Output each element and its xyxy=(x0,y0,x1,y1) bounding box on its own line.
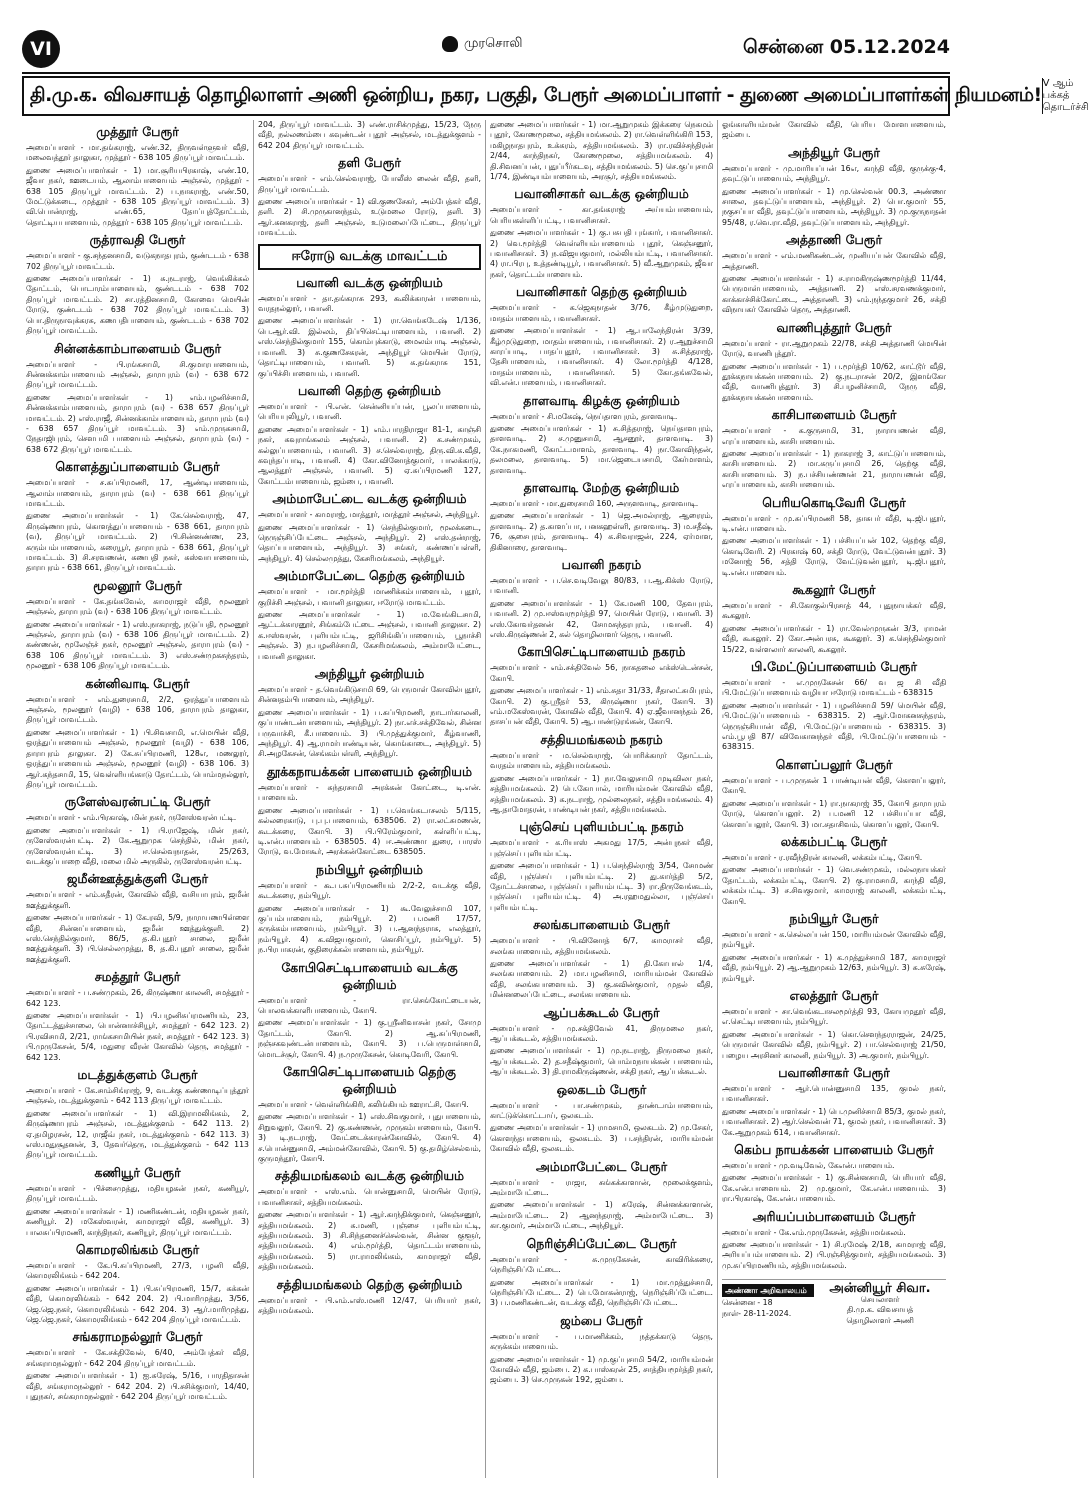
appointment-text: துணை அமைப்பாளர்கள் - 1) கு.பசுபதி புங்கார், பவானிசாகர். 2) வெ.மூர்த்தி வெள்ளியம்பாளையம் புதூர், கெஞ்சனூர், பவானிசாகர். 3) ந.விஜயகுமார், மல்லியம்பட்டி, பவானிசாகர். 4) ரா.பிரபு, உத்தண்டியூர், பவானிசாகர். 5) வீ.ஆறுமுகம், ஜீவா நகர், தொட்டம்பாளையம். xyxy=(490,228,713,279)
appointment-text: துணை அமைப்பாளர்கள் - 1) எஸ்.சிவகுமார், புதுபாளையம், சிறுவலூர், கோபி. 2) கு.கண்ணன், முருகம்பாளையம், கோபி. 3) டி.நடராஜ், வேட்டைக்காரன்கோவில், கோபி. 4) ச.பொன்னுசாமி, அம்மன்கோவில், கோபி. 5) கு.தமிழ்செல்வம், குருமந்தூர், கோபி. xyxy=(258,1112,481,1164)
appointment-text: துணை அமைப்பாளர்கள் - 1) மா.முத்துச்சாமி, நெரிஞ்சிப்பேட்டை. 2) பெ.மோகன்ராஜ், நெரிஞ்சிப்பேட்டை. 3) ப.மணிகண்டன், வடக்கு வீதி, நெரிஞ்சிப்பேட்டை. xyxy=(490,1277,713,1308)
section-heading: சமத்தூர் பேரூர் xyxy=(94,969,181,985)
appointment-text: துணை அமைப்பாளர்கள் - 1) தி.கோபால் 1/4, சலங்கபாளையம். 2) மா.பழனிசாமி, மாரியம்மன் கோவில் வீதி, சலங்கபாளையம். 3) கு.கவின்குமார், முதல் வீதி, மின்னலைப்பேட்டை, சலங்கபாளையம். xyxy=(490,958,713,1000)
appointment-text: துணை அமைப்பாளர்கள் - 1) ப.வெங்கடாசலம் 5/115, கல்லரைகாடு, பு.பு.பாளையம், 638506. 2) ரா.லட்சுமணன், கூடக்கரை, கோபி. 3) பி.பிரேம்குமார், கள்ளிப்பட்டி, டி.என்.பாளையம் - 638505. 4) ஈ.அண்ணா துரை, பாரஸ் ரோடு, வ.மோகூர், அரக்கன்கோட்டை 638505. xyxy=(258,805,481,857)
appointment-section xyxy=(26,1329,249,1402)
section-heading: கொமரலிங்கம் பேரூர் xyxy=(75,1241,200,1257)
appointment-text: துணை அமைப்பாளர்கள் - 1) சு.நடராஜ், வெங்கிக்கல் தோட்டம், பொடாரம்பாளையம், குண்டடம் - 638 702 திருப்பூர் மாவட்டம். 2) சா.ரத்தினசாமி, கோவை மெயின் ரோடு, குண்டடம் - 638 702 திருப்பூர் மாவட்டம். 3) பொ.திருநாவுக்கரசு, கணபதிபாளையம், குண்டடம் - 638 702 திருப்பூர் மாவட்டம். xyxy=(26,274,249,336)
appointment-text: அமைப்பாளர் - மா.மூர்த்தி மாணிக்கம்பாளையம், புதூர், குறிச்சி அஞ்சல், பவானி தாலுகா, ஈரோடு மாவட்டம். xyxy=(258,587,481,607)
appointment-section xyxy=(490,1082,713,1155)
appointment-section xyxy=(258,1064,481,1164)
section-heading: தாளவாடி கிழக்கு ஒன்றியம் xyxy=(523,392,680,408)
section-heading: பவானிசாகர் வடக்கு ஒன்றியம் xyxy=(514,186,689,202)
appointment-section xyxy=(722,659,946,753)
section-heading: பெரியகொடிவேரி பேரூர் xyxy=(762,494,906,510)
section-heading: மடத்துக்குளம் பேரூர் xyxy=(77,1067,198,1083)
appointment-text: அமைப்பாளர் - ப.மாணிக்கம், நத்தக்காடு தெரு, கருக்கம்பாளையம். xyxy=(490,1331,713,1352)
appointment-text: துணை அமைப்பாளர்கள் - 1) பெ.முனிச்சாமி 85/3, குமல் நகர், பவானிசாகர். 2) ஆர்.செல்வன் 71, குமல் நகர், பவானிசாகர். 3) கே.ஆறுமுகம் 614, பவானிசாகர். xyxy=(722,1106,946,1137)
appointment-text: துணை அமைப்பாளர்கள் - 1) மு.குப்புசாமி 54/2, மாரியம்மன் கோவில் வீதி, ஜம்பை. 2) க.பாஸ்கரன் 25, சாத்தியமூர்த்தி நகர், ஜம்பை. 3) செ.முருகன் 192, ஜம்பை. xyxy=(490,1354,713,1385)
appointment-text: அமைப்பாளர் - பி.என். சென்னியப்பன், பூலப்பாளையம், பெரியபுலியூர், பவானி. xyxy=(258,401,481,422)
section-heading: ஆப்பக்கூடல் பேரூர் xyxy=(543,1004,660,1020)
appointment-text: துணை அமைப்பாளர்கள் - 1) நா.வேலுசாமி முடிவிலா நகர், சத்தியமங்கலம். 2) பெ.கோபால், மாரியம்மன் கோவில் வீதி, சத்தியமங்கலம். 3) க.நடராஜ், முல்லைநகர், சத்தியமங்கலம். 4) ஆ.தாமோதரன், பாண்டியன் நகர், சத்தியமங்கலம். xyxy=(490,773,713,814)
section-heading: பவானி நகரம் xyxy=(561,557,642,572)
appointment-section xyxy=(258,568,481,662)
appointment-text: ஓங்காளியம்மன் கோவில் வீதி, பெரிய மோளபாளையம், ஜம்பை. xyxy=(722,120,946,140)
appointment-section xyxy=(490,480,713,553)
appointment-text: அமைப்பாளர் - கே.பி.சுப்பிரமணி, 27/3, பழனி வீதி, கொமரலிங்கம் - 642 204. xyxy=(26,1260,249,1281)
appointment-text: அமைப்பாளர் - மு.மாரியப்பன் 16எ, காந்தி வீதி, குருக்கு-4, தவுட்டுப்பாளையம், அந்தியூர். xyxy=(722,163,946,184)
appointment-text: துணை அமைப்பாளர்கள் - 1) எம்.சுதா 31/33, சீதாலட்சுமிபுரம், கோபி. 2) கு.ஸ்ரீதர் 53, கிருஷ்ணா நகர், கோபி. 3) எம்.மகேஸ்வரன், கோவில் வீதி, கோபி. 4) ஏ.ஜீவானந்தம் 26, தாசப்பன் வீதி, கோபி. 5) ஆ.பாண்டுரங்கன், கோபி. xyxy=(490,686,713,727)
section-heading: கோபிசெட்டிபாளையம் தெற்கு ஒன்றியம் xyxy=(283,1064,456,1096)
continued-text xyxy=(490,120,713,182)
appointment-text: அமைப்பாளர் - ராஜா, சுங்கக்காளான், மூலைக்குளம், அம்மாபேட்டை. xyxy=(490,1177,713,1198)
appointment-text: அமைப்பாளர் - பி.எம்.எஸ்.மணி 12/47, பெரியார் நகர், சத்தியமங்கலம். xyxy=(258,1295,481,1316)
appointment-text: அமைப்பாளர் - மு.வடிவேல், கேஎன்.பாளையம். xyxy=(722,1161,895,1171)
appointment-section xyxy=(722,1209,946,1272)
appointment-section xyxy=(26,676,249,791)
appointment-text: துணை அமைப்பாளர்கள் - 1) வி.குணசேகர், அம்பேத்கர் வீதி, தளி. 2) சி.முருகானந்தம், உடுமலை ரோடு, தளி. 3) ஆர்.கனகராஜ், தளி அஞ்சல், உடுமலைப்பேட்டை, திருப்பூர் மாவட்டம். xyxy=(258,197,481,238)
appointment-text: அமைப்பாளர் - க.ஜெகநாதன் 3/76, கீழ்முடுதுறை, மாதம்பாளையம், பவானிசாகர். xyxy=(490,303,713,323)
appointment-section xyxy=(490,644,713,727)
section-heading: எலத்தூர் பேரூர் xyxy=(789,987,879,1003)
appointment-text: துணை அமைப்பாளர்கள் - 1) எம்.பாரதிராஜா 81-1, காஞ்சி நகர், கவுராங்கலம் அஞ்சல், பவானி. 2) க.சண்முகம், கல்லுப்பாளையம், பவானி. 3) ச.செல்வராஜ், திரு.வி.க.வீதி, கவுந்தப்பாடி, பவானி. 4) கோ.வினோத்குமார், பாலக்காடு, ஆலத்தூர் அஞ்சல், பவானி. 5) ஏ.சுப்பிரமணி 127, கோட்டம்பாளையம், ஜம்பை, பவானி. xyxy=(258,424,481,486)
appointment-text: அமைப்பாளர் - ப.செ.வடிவேலு 80/83, ப.ஆ.கிக்ஸ் ரோடு, பவானி. xyxy=(490,576,713,596)
appointment-section xyxy=(26,794,249,867)
appointment-section xyxy=(722,320,946,403)
section-heading: கொளத்துப்பாளையம் பேரூர் xyxy=(55,459,220,475)
appointment-section xyxy=(490,1236,713,1309)
appointment-text: 204, திருப்பூர் மாவட்டம். 3) எண்.ராசிக்முத்து, 15/23, நேரு வீதி, நல்லணம்பை கவுண்டன் புதூர் அஞ்சல், மடத்துக்குளம் - 642 204 திருப்பூர் மாவட்டம். xyxy=(258,120,481,150)
appointment-section xyxy=(26,1067,249,1161)
section-heading: புஞ்செய் புளியம்பட்டி நகரம் xyxy=(519,819,684,835)
appointment-text: அமைப்பாளர் - மு.சக்திவேல் 41, திருமலை நகர், ஆப்பக்கூடல், சத்தியமங்கலம். xyxy=(490,1023,713,1043)
column-4 xyxy=(718,120,950,1478)
appointment-text: அமைப்பாளர் - ர.ரவீந்திரன் காலனி, லக்கம்பட்டி, கோபி. xyxy=(722,852,923,862)
appointment-text: அமைப்பாளர் - கா.தங்கராஜ் அய்யம்பாளையம், பெரியகள்ளிப்பட்டி, பவானிசாகர். xyxy=(490,205,713,225)
appointment-text: அமைப்பாளர் - ரா.செங்கோட்டையன், பொலவக்காளிபாளையம், கோபி. xyxy=(258,995,481,1015)
appointment-text: அமைப்பாளர் - பி.வினோத் 6/7, காமராசர் வீதி, சலங்கபாளையம், சத்தியமங்கலம். xyxy=(490,936,713,956)
signature-block xyxy=(722,1279,946,1326)
appointment-text: அமைப்பாளர் - வெள்ளிங்கிரி, கலிங்கியம் ஊராட்சி, கோபி. xyxy=(258,1100,469,1109)
section-heading: நம்பியூர் ஒன்றியம் xyxy=(316,861,423,877)
appointment-text: அமைப்பாளர் - த.வெங்கிடுசாமி 69, பெருமாள் கோவில்புதூர், சின்னதம்பிபாளையம், அந்தியூர். xyxy=(258,685,481,705)
appointment-text: துணை அமைப்பாளர்கள் - 1) ச.ராமகிருஷ்ணமூர்த்தி 11/44, பெருமாள்பாளையம், அத்தாணி. 2) எஸ்.சரவணக்குமார், காக்காச்சிக்கோட்டை, அத்தாணி. 3) எம்.நந்தகுமார் 26, சக்தி விநாயகர் கோவில் தெரு, அத்தாணி. xyxy=(722,274,946,315)
appointment-section xyxy=(722,407,946,490)
section-heading: பவானி தெற்கு ஒன்றியம் xyxy=(298,382,441,398)
appointment-text: துணை அமைப்பாளர்கள் - 1) ரா.வேல்முருகன் 3/3, ராமன் வீதி, கூகலூர். 2) கோ.அன்பரசு, கூகலூர். 3) க.செந்தில்குமார் 15/22, வள்ளலார் காலனி, கூகலூர். xyxy=(722,623,946,654)
section-heading: கொளப்பலூர் பேரூர் xyxy=(775,756,893,772)
appointment-text: துணை அமைப்பாளர்கள் - 1) க.முத்துச்சாமி 187, காமராஜர் வீதி, நம்பியூர். 2) ஆ.ஆறுமுகம் 12/63, நம்பியூர். 3) சு.சுரேஷ், நம்பியூர். xyxy=(722,952,946,983)
masthead-logo-icon xyxy=(442,36,458,52)
section-heading: வாணிபுத்தூர் பேரூர் xyxy=(776,319,892,335)
appointment-text: அமைப்பாளர் - சி.கோகுல்பிரசாத் 44, புதுநாயக்கர் வீதி, கூகலூர். xyxy=(722,601,946,621)
section-heading: சலங்கபாளையம் பேரூர் xyxy=(533,917,670,933)
appointment-section xyxy=(722,757,946,830)
section-heading: சத்தியமங்கலம் வடக்கு ஒன்றியம் xyxy=(274,1168,465,1184)
section-heading: கன்னிவாடி பேரூர் xyxy=(85,675,190,691)
appointment-text: துணை அமைப்பாளர்கள் - 1) கொ.சௌந்தரராஜன், 24/25, பெருமாள் கோவில் வீதி, நம்பியூர். 2) பா.செல்வராஜ் 21/50, பழைய அரசினர் காலனி, நம்பியூர். 3) அ.குமார், நம்பியூர். xyxy=(722,1029,946,1060)
appointment-text: அமைப்பாளர் - எம்.செல்வராஜ், போலீஸ் லைன் வீதி, தளி, திருப்பூர் மாவட்டம். xyxy=(258,174,481,194)
signatory-name: அன்னியூர் சிவா. xyxy=(829,1281,931,1297)
signature-date: நாள்- 28-11-2024. xyxy=(722,1309,792,1319)
section-heading: அம்மாபேட்டை தெற்கு ஒன்றியம் xyxy=(274,568,465,584)
appointment-section xyxy=(258,491,481,564)
appointment-text: அமைப்பாளர் - சுந்தரசாமி அரக்கன் கோட்டை, டி.என். பாளையம். xyxy=(258,782,481,803)
appointment-section xyxy=(258,275,481,379)
appointment-section xyxy=(258,155,481,238)
section-heading: நம்பியூர் பேரூர் xyxy=(789,910,879,926)
appointment-text: துணை அமைப்பாளர்கள் - 1) கே.செல்வராஜ், 47, கிருஷ்ணாபுரம், கொளத்துப்பாளையம் - 638 661, தாராபுரம் (வ), திருப்பூர் மாவட்டம். 2) பி.சின்னண்ண, 23, கரும்பம்பாளையம், கரையூர், தாராபுரம் - 638 661, திருப்பூர் மாவட்டம். 3) சி.சரவணன், கணபதி நகர், கஸ்வாபாளையம், தாராபுரம் - 638 661, திருப்பூர் மாவட்டம். xyxy=(26,511,249,573)
signatory-wing: தொழிலாளர் அணி xyxy=(846,1315,914,1325)
appointment-section xyxy=(490,732,713,815)
appointment-text: துணை அமைப்பாளர்கள் - 1) பி.பழனிசுப்ரமணியம், 23, தோட்டத்துச்சாலை, பொன்னாச்சியூர், சமத்தூர் - 642 123. 2) பி.ரவிசாமி, 2/21, ராங்கசாமியின் நகர், சமத்தூர் - 642 123. 3) பி.முருகேசன், 5/4, மதுரை வீரன் கோவில் தெரு, சமத்தூர் - 642 123. xyxy=(26,1011,249,1062)
appointment-text: அமைப்பாளர் - கே.எம்.முருகேசன், சத்தியமங்கலம். xyxy=(722,1227,906,1237)
appointment-text: துணை அமைப்பாளர்கள் - 1) ரா.நாகராஜ் 35, கோபி தாராபுரம் ரோடு, கொளப்பலூர். 2) ப.மணி 12 பச்சியப்பா வீதி, கொளப்பலூர், கோபி. 3) மா.சதாசிவம், கொளப்பலூர், கோபி. xyxy=(722,798,946,829)
section-heading: ருளேஸ்வரன்பட்டி பேரூர் xyxy=(64,794,211,810)
appointment-section xyxy=(722,1142,946,1205)
appointment-text: அமைப்பாளர் - ப.சண்முகம், 26, கிருஷ்ணா காலனி, சமத்தூர் - 642 123. xyxy=(26,988,249,1008)
appointment-text: துணை அமைப்பாளர்கள் - 1) ம.வேங்கிடசாமி, ஆட்டக்காரனூர், சிங்கம்பேட்டை அஞ்சல், பவானி தாலுகா. 2) க.ஈஸ்வரன், புளியம்பட்டி, ஜரிசிங்கிப்பாளையம், பூநாச்சி அஞ்சல். 3) ந.பழனிச்சாமி, கேசரிமங்கலம், அம்மாபேட்டை, பவானி தாலுகா. xyxy=(258,610,481,661)
appointment-text: துணை அமைப்பாளர்கள் - 1) எஸ்.நாகராஜ், நடுப்பதி, மூலனூர் அஞ்சல், தாராபுரம் (வ) - 638 106 திருப்பூர் மாவட்டம். 2) கண்ணன், மூலேஞ்ச் நகர், மூலனூர் அஞ்சல், தாராபுரம் (வ) - 638 106 திருப்பூர் மாவட்டம். 3) எஸ்.சண்முகசுந்தரம், மூலனூர் - 638 106 திருப்பூர் மாவட்டம். xyxy=(26,619,249,671)
appointment-text: அமைப்பாளர் - சு.முருகேசன், காவிரிக்கரை, நெரிஞ்சிப்பேட்டை. xyxy=(490,1254,713,1275)
appointment-text: துணை அமைப்பாளர்கள் - 1) ஐ.சுரேஷ், 5/16, பாரதிதாசன் வீதி, சங்கராமநல்லூர் - 642 204. 2) பி.சசிக்குமார், 14/40, புதுநகர், சங்கராமநல்லூர் - 642 204 திருப்பூர் மாவட்டம். xyxy=(26,1371,249,1401)
appointment-section xyxy=(722,232,946,315)
appointment-text: துணை அமைப்பாளர்கள் - 1) மு.செல்வன் 00.3, அண்ணா சாலை, தவுட்டுப்பாளையம், அந்தியூர். 2) பொ.குமார் 55, நகுசப்பா வீதி, தவுட்டுப்பாளையம், அந்தியூர். 3) மு.குருநாதன் 95/48, ர.வெ.ரா.வீதி, தவுட்டுப்பாளையம், அந்தியூர். xyxy=(722,186,946,227)
appointment-text: அமைப்பாளர் - க.ரியாஸ் அகமது 17/5, அன்புநகர் வீதி, புஞ்செய் புளியம்பட்டி. xyxy=(490,838,713,858)
page-header xyxy=(22,30,950,70)
appointment-text: துணை அமைப்பாளர்கள் - 1) மா.சூரியபிரகாஷ், எண்.10, ஜீவா நகர், ஊடையம், ஆலாம்பாளையம் அஞ்சல், முத்தூர் - 638 105 திருப்பூர் மாவட்டம். 2) ப.நாகராஜ், எண்.50, மேட்டுக்கடை, முத்தூர் - 638 105 திருப்பூர் மாவட்டம். 3) வி.பொன்ராஜ், எண்.65, தோப்புத்தோட்டம், தொட்டியபாளையம், முத்தூர் - 638 105 திருப்பூர் மாவட்டம். xyxy=(26,165,249,227)
appointment-section xyxy=(258,1168,481,1272)
appointment-text: அமைப்பாளர் - க.குருசாமி, 31, நாராயணன் வீதி, எரப்பாளையம், காசிபாளையம். xyxy=(722,426,946,446)
section-heading: காசிபாளையம் பேரூர் xyxy=(771,407,897,423)
section-heading: ஒலகடம் பேரூர் xyxy=(556,1081,647,1097)
appointment-text: அமைப்பாளர் - எம்.துரைசாமி, 2/2, ஒரத்துப்பாளையம் அஞ்சல், மூலனூர் (வழி) - 638 106, தாராபுரம் தாலுகா, திருப்பூர் மாவட்டம். xyxy=(26,694,249,725)
section-heading: ருத்ராவதி பேரூர் xyxy=(89,232,186,248)
appointment-text: அமைப்பாளர் - சா.வெங்கடாசலமூர்த்தி 93, கோயமுதூர் வீதி, எ.செட்டிபாளையம், நம்பியூர். xyxy=(722,1006,946,1027)
header-rule xyxy=(22,72,950,74)
appointment-text: துணை அமைப்பாளர்கள் - 1) சுரேஷ், சின்னக்காளான், அம்மாபேட்டை. 2) ஆனந்தராஜ், அம்மாபேட்டை. 3) கா.குமார், அம்மாபேட்டை, அந்தியூர். xyxy=(490,1200,713,1231)
appointment-text: துணை அமைப்பாளர்கள் - 1) கே.மணி 100, தேவபுரம், பவானி. 2) மு.ஈஸ்வரமூர்த்தி 97, மெயின் ரோடு, பவானி. 3) எஸ்.கோவர்தனன் 42, சோமசுந்தரபுரம், பவானி. 4) எஸ்.கிருஷ்ணன் 2, கல் தொழிலாளர் தெரு, பவானி. xyxy=(490,598,713,640)
appointment-text: அமைப்பாளர் - ரா.ஆறுமுகம் 22/78, சக்தி அத்தாணி மெயின் ரோடு, வாணிபுத்தூர். xyxy=(722,338,946,359)
appointment-text: துணை அமைப்பாளர்கள் - 1) பழனிச்சாமி 59/ மெயின் வீதி, பி.மேட்டுப்பாளையம் - 638315. 2) ஆர்.மோகனசுந்தரம், நெருஞ்சியான் வீதி, பி.மேட்டுப்பாளையம் - 638315. 3) எம்.பூபதி 87/ விவேகானந்தர் வீதி, பி.மேட்டுப்பாளையம் - 638315. xyxy=(722,700,946,752)
section-heading: அரியப்பம்பாளையம் பேரூர் xyxy=(752,1208,916,1224)
appointment-text: துணை அமைப்பாளர்கள் - 1) பி.ராஜேஷ், மின் நகர், ருளேஸ்வரன்பட்டி. 2) கே.ஆறுமுக செந்தில், மின் நகர், ருளேஸ்வரன்பட்டி. 3) ஈ.செல்வநாதன், 25/263, வடக்குப்பாறை வீதி, மலை மில் அருகில், ருளேஸ்வரன்பட்டி. xyxy=(26,825,249,866)
section-heading: கோபிசெட்டிபாளையம் நகரம் xyxy=(517,644,686,660)
appointment-section xyxy=(26,341,249,456)
section-heading: அந்தியூர் ஒன்றியம் xyxy=(314,666,425,682)
appointment-section xyxy=(490,819,713,913)
appointment-section xyxy=(258,1277,481,1317)
appointment-text: துணை அமைப்பாளர்கள் - 1) கு.சின்னசாமி, பெரியார் வீதி, கே.என்.பாளையம். 2) மு.குமார், கே.என்.பாளையம். 3) ரா.பிரகாஷ், கே.என்.பாளையம். xyxy=(722,1173,946,1204)
appointment-section xyxy=(26,124,249,228)
section-heading: அம்மாபேட்டை பேரூர் xyxy=(535,1158,668,1174)
section-heading: கெம்ப நாயக்கன் பாளையம் பேரூர் xyxy=(734,1142,934,1158)
section-heading: அத்தாணி பேரூர் xyxy=(785,232,883,248)
appointment-text: துணை அமைப்பாளர்கள் - 1) மணிகண்டன், மதியழகன் நகர், கணியூர். 2) மகேஸ்வரன், காமராஜர் வீதி, கணியூர். 3) பாலசுப்பிரமணி, காந்திநகர், கணியூர், திருப்பூர் மாவட்டம். xyxy=(26,1206,249,1237)
section-heading: ஜமீன்ஊத்துக்குளி பேரூர் xyxy=(67,871,208,887)
appointment-section xyxy=(722,988,946,1061)
appointment-section xyxy=(722,145,946,228)
appointment-text: துணை அமைப்பாளர்கள் - 1) ப.மூர்த்தி 10/62, காட்டூர் வீதி, தூக்கநாயக்கன்பாளையம். 2) கு.நடராசன் 20/2, இளங்கோ வீதி, வாணிபுத்தூர். 3) சி.பழனிச்சாமி, நேரு வீதி, தூக்கநாயக்கன்பாளையம். xyxy=(722,361,946,402)
section-heading: பவானி வடக்கு ஒன்றியம் xyxy=(296,274,443,290)
appointment-text: அமைப்பாளர் - மா.துரைசாமி 160, அருளவாடி, தாளவாடி. xyxy=(490,498,699,508)
appointment-section xyxy=(26,969,249,1063)
column-2 xyxy=(254,120,486,1478)
masthead xyxy=(442,36,523,52)
appointment-text: அமைப்பாளர் - கே.சாம்சிங்ராஜ், 9, வடக்கு கண்ணாடிப்புத்தூர் அஞ்சல், மடத்துக்குளம் - 642 113 திருப்பூர் மாவட்டம். xyxy=(26,1086,249,1106)
appointment-text: அமைப்பாளர் - தா.தங்கராசு 293, கூலிக்காரன் பாளையம், வரதநல்லூர், பவானி. xyxy=(258,293,481,314)
appointment-text: துணை அமைப்பாளர்கள் - 1) எம்.பழனிச்சாமி, சின்னக்காம்பாளையம், தாராபுரம் (வ) - 638 657 திருப்பூர் மாவட்டம். 2) எஸ்.ராஜீ, சின்னக்காம்பாளையம், தாராபுரம் (வ) - 638 657 திருப்பூர் மாவட்டம். 3) எம்.முருகசாமி, நேதாஜிபுரம், சௌபமி பாளையம் அஞ்சல், தாராபுரம் (வ) - 638 672 திருப்பூர் மாவட்டம். xyxy=(26,392,249,454)
appointment-text: துணை அமைப்பாளர்கள் - 1) நாகராஜ் 3, காட்டுப்பாளையம், காசிபாளையம். 2) மா.கருப்புசாமி 26, தெற்கு வீதி, காசிபாளையம். 3) ந.பச்சியண்ணன் 21, நாராயணன் வீதி, எரப்பாளையம், காசிபாளையம். xyxy=(722,448,946,490)
appointment-section xyxy=(490,557,713,640)
appointment-section xyxy=(26,459,249,574)
appointment-text: துணை அமைப்பாளர்கள் - 1) ப.செந்தில்ராஜ் 3/54, சோமண் வீதி, புஞ்செய் புளியம்பட்டி. 2) து.கார்த்தி 5/2, தோட்டச்சாலை, புஞ்செய் புளியம்பட்டி. 3) ரா.திருவேங்கடம், புஞ்செய் புளியம்பட்டி. 4) அ.ரஹமதுல்லா, புஞ்செய் புளியம்பட்டி. xyxy=(490,861,713,912)
appointment-text: அமைப்பாளர் - கே.சக்திவேல், 6/40, அம்பேத்கர் வீதி, சங்கராமநல்லூர் - 642 204 திருப்பூர் மாவட்டம். xyxy=(26,1348,249,1368)
appointment-text: அமைப்பாளர் - ச.சுப்பிரமணி, 17, ஆண்டிபாளையம், ஆலாம்பாளையம், தாராபுரம் (வ) - 638 661 திருப்பூர் மாவட்டம். xyxy=(26,478,249,508)
appointment-text: அமைப்பாளர் - பிச்சைமுத்து, மதியழகன் நகர், கணியூர், திருப்பூர் மாவட்டம். xyxy=(26,1183,249,1204)
appointment-text: அமைப்பாளர் - பா.சண்முகம், தாண்டாம்பாளையம், காட்டுக்கொட்டாய், ஒலகடம். xyxy=(490,1100,713,1121)
appointment-section xyxy=(26,1242,249,1325)
section-heading: ஜம்பை பேரூர் xyxy=(560,1312,643,1328)
appointment-text: அமைப்பாளர் - எம்.சுதீரன், கோவில் வீதி, வசியாபுரம், ஜமீன் ஊத்துக்குளி. xyxy=(26,890,249,910)
appointment-text: அமைப்பாளர் - கூ.ப.சுப்பிரமணியம் 2/2-2, வடக்கு வீதி, கூடக்கரை, நம்பியூர். xyxy=(258,880,481,901)
section-heading: பவானிசாகர் தெற்கு ஒன்றியம் xyxy=(516,284,687,300)
appointment-text: துணை அமைப்பாளர்கள் - 1) ஜெ.அமல்ராஜ், ஆரைரம், தாளவாடி. 2) த.காளப்பா, பனகஹள்ளி, தாளவாடி. 3) ம.சதீஷ், 76, சூசைபுரம், தாளவாடி. 4) க.சிவராஜன், 224, ஏர்மாள, திகினாரை, தாளவாடி. xyxy=(490,511,713,552)
appointment-text: துணை அமைப்பாளர்கள் - 1) கு.ஸ்ரீனிவாசன் நகர், சோமு தோட்டம், கோபி. 2) ஆ.சுப்பிரமணி, நஞ்சகவுண்டன்பாளையம், கோபி. 3) ப.பெருமாள்சாமி, மொடச்சூர், கோபி. 4) ந.முருகேசன், கொடிவேரி, கோபி. xyxy=(258,1018,481,1059)
appointment-section xyxy=(490,393,713,476)
signature-place-date xyxy=(722,1284,814,1326)
section-heading: அம்மாபேட்டை வடக்கு ஒன்றியம் xyxy=(272,491,467,507)
continuation-note: V ஆம் பக்கத் தொடர்ச்சி xyxy=(1042,78,1089,113)
appointment-text: துணை அமைப்பாளர்கள் - 1) செந்தில்குமார், மூலக்கடை, நெருஞ்சிப்பேட்டை அஞ்சல், அந்தியூர். 2) எஸ்.தன்ராஜ், தொப்பபாளையம், அந்தியூர். 3) சங்கர், கண்ணப்பள்ளி, அந்தியூர். 4) செல்லமுத்து, கேசரிமங்கலம், அந்தியூர். xyxy=(258,522,481,563)
column-1 xyxy=(22,120,254,1478)
appointment-text: துணை அமைப்பாளர்கள் - 1) மு.நடராஜ், திருமலை நகர், ஆப்பக்கூடல். 2) த.சதீஷ்குமார், பொம்மநாயக்கன் பாளையம், ஆப்பக்கூடல். 3) தி.ராமகிருஷ்ணன், சக்தி நகர், ஆப்பக்கூடல். xyxy=(490,1046,713,1077)
signatory-role: செயலாளர் xyxy=(860,1294,900,1304)
appointment-section xyxy=(490,186,713,280)
appointment-text: அமைப்பாளர் - ம.செல்வராஜ், பொரிக்காரர் தோட்டம், வரதம்பாளையம், சத்தியமங்கலம். xyxy=(490,750,713,771)
appointment-section xyxy=(26,871,249,965)
appointment-section xyxy=(26,232,249,336)
page-number-badge: VI xyxy=(22,30,60,68)
appointment-text: துணை அமைப்பாளர்கள் - 1) கூ.வேலுச்சாமி 107, குப்பம்பாளையம், நம்பியூர். 2) ப.மணி 17/57, கருக்கம்பாளையம், நம்பியூர். 3) ப.ஆனந்தராசு, எலத்தூர், நம்பியூர். 4) க.விஜயகுமார், கொசிப்பூர், நம்பியூர். 5) ந.பிரபாகரன், குதிரைக்கல்பாளையம், நம்பியூர். xyxy=(258,903,481,955)
appointment-text: அமைப்பாளர் - பி.ரங்கசாமி, சி.குமாரபாளையம், சின்னக்காம்பாளையம் அஞ்சல், தாராபுரம் (வ) - 638 672 திருப்பூர் மாவட்டம். xyxy=(26,359,249,390)
dateline: சென்னை 05.12.2024 xyxy=(743,36,950,58)
appointment-section xyxy=(26,578,249,672)
appointment-text: துணை அமைப்பாளர்கள் - 1) ஆ.பாலேந்திரன் 3/39, கீழ்முடுதுறை, மாதம்பாளையம், பவானிசாகர். 2) ர.ஆறுச்சாமி காரப்பாடி, பாதப்புதூர், பவானிசாகர். 3) சு.சித்தராஜ், தேசிபாளையம், பவானிசாகர். 4) லோ.மூர்த்தி 4/128, மாதம்பாளையம், பவானிசாகர். 5) கோ.தங்கவேல், வி.என்.பாளையம், பவானிசாகர். xyxy=(490,326,713,388)
continued-text xyxy=(722,120,946,141)
appointment-text: அமைப்பாளர் - ஆர்.பொன்னுசாமி 135, குமல் நகர், பவானிசாகர். xyxy=(722,1084,946,1104)
section-heading: சத்தியமங்கலம் தெற்கு ஒன்றியம் xyxy=(276,1276,463,1292)
appointment-text: துணை அமைப்பாளர்கள் - 1) ஆர்.காந்திக்குமார், கெஞ்சனூர், சத்தியமங்கலம். 2) சு.மணி, புஞ்சை புளியம்பட்டி, சத்தியமங்கலம். 3) சி.சிந்தனைச்செல்வன், சின்ன குளூர், சத்தியமங்கலம். 4) எம்.மூர்த்தி, தொட்டம்பாளையம், சத்தியமங்கலம். 5) ரா.ராமலிங்கம், காமராஜர் வீதி, சத்தியமங்கலம். xyxy=(258,1210,481,1272)
appointment-section xyxy=(26,1165,249,1238)
appointment-section xyxy=(258,960,481,1060)
section-heading: அந்தியூர் பேரூர் xyxy=(788,144,880,160)
signatory-org: தி.மு.க. விவசாயத் xyxy=(846,1305,914,1315)
office-city: சென்னை - 18 xyxy=(722,1298,773,1308)
appointment-text: அமைப்பாளர் - காமராஜ், மாத்தூர், மாத்தூர் அஞ்சல், அந்தியூர். xyxy=(258,510,480,520)
appointment-text: அமைப்பாளர் - ப.முருகன் 1 பாண்டியன் வீதி, கொளப்பலூர், கோபி. xyxy=(722,775,946,796)
section-heading: பி.மேட்டுப்பாளையம் பேரூர் xyxy=(751,659,917,675)
section-heading: பவானிசாகர் பேரூர் xyxy=(778,1065,890,1080)
appointment-section xyxy=(258,862,481,956)
appointment-text: துணை அமைப்பாளர்கள் - 1) கே.ரவி, 5/9, நாராயணபிள்ளை வீதி, சின்னப்பாளையம், ஜமீன் ஊத்துக்குளி. 2) எஸ்.செந்தில்குமார், 86/5, த.கி.புதூர் சாலை, ஜமீன் ஊத்துக்குளி. 3) பி.செல்லமுத்து, 8, த.கி.புதூர் சாலை, ஜமீன் ஊத்துக்குளி. xyxy=(26,913,249,964)
appointment-section xyxy=(722,1065,946,1138)
appointment-section xyxy=(722,582,946,655)
appointment-section xyxy=(490,1005,713,1078)
section-heading: முத்தூர் பேரூர் xyxy=(96,124,179,139)
section-heading: தாளவாடி மேற்கு ஒன்றியம் xyxy=(523,479,680,495)
headline: தி.மு.க. விவசாயத் தொழிலாளர் அணி ஒன்றிய, நகர, பகுதி, பேரூர் அமைப்பாளர் - துணை அமைப்பாளர்கள் நியமனம்! xyxy=(30,83,1042,106)
appointment-text: துணை அமைப்பாளர்கள் - 1) ப.சுப்பிரமணி, நாடார்காலனி, குப்பாண்டன்பாளையம், அந்தியூர். 2) நா.எச்.சக்திவேல், சின்ன பருவாச்சி, கீ.பாளையம். 3) பி.முத்துக்குமார், கீழ்வாணி, அந்தியூர். 4) ஆ.ராமர்பாண்டியன், கொங்காடை, அந்தியூர். 5) சி.அழகேசன், செங்கம்பள்ளி, அந்தியூர். xyxy=(258,707,481,759)
section-heading: சத்தியமங்கலம் நகரம் xyxy=(540,731,663,747)
district-heading: ஈரோடு வடக்கு மாவட்டம் xyxy=(258,244,481,270)
section-heading: மூலனூர் பேரூர் xyxy=(93,577,182,593)
section-heading: சின்னக்காம்பாளையம் பேரூர் xyxy=(53,340,222,356)
section-heading: கூகலூர் பேரூர் xyxy=(792,582,876,597)
appointment-section xyxy=(490,284,713,388)
appointment-text: துணை அமைப்பாளர்கள் - 1) பி.சிவசாமி, எ.மெயின் வீதி, ஒரத்துப்பாளையம் அஞ்சல், மூலனூர் (வழி) - 638 106, தாராபுரம் தாலுகா. 2) கே.சுப்பிரமணி, 128எ, மணலூர், ஒரத்துப்பாளையம் அஞ்சல், மூலனூர் (வழி) - 638 106. 3) ஆர்.கந்தசாமி, 15, வெள்ளியங்காடு தோட்டம், பொம்மநல்லூர், திருப்பூர் மாவட்டம். xyxy=(26,727,249,789)
appointment-text: அமைப்பாளர் - மா.தங்கராஜ், எண்.32, திருவள்ளுவர் வீதி, மலைவத்தூர் தாலுகா, முத்தூர் - 638 105 திருப்பூர் மாவட்டம். xyxy=(26,143,249,163)
article-columns xyxy=(22,120,950,1478)
appointment-text: துணை அமைப்பாளர்கள் - 1) வி.இராமலிங்கம், 2, கிருஷ்ணாபுரம் அஞ்சல், மடத்துக்குளம் - 642 113. 2) ஏ.தமிழரசன், 12, ராஜீவ் நகர், மடத்துக்குளம் - 642 113. 3) எஸ்.மதுசூதனன், 3, தேவர்தெரு, மடத்துக்குளம் - 642 113 திருப்பூர் மாவட்டம். xyxy=(26,1108,249,1160)
section-heading: தூக்கநாயக்கன் பாளையம் ஒன்றியம் xyxy=(266,763,473,779)
appointment-section xyxy=(258,666,481,760)
appointment-text: துணை அமைப்பாளர்கள் - 1) வெ.சண்முகம், மல்லநாயக்கர் தோட்டம், லக்கம்பட்டி, கோபி. 2) கு.ராமசாமி, காந்தி வீதி, லக்கம்பட்டி. 3) ச.சிவகுமார், காமராஜ் காலனி, லக்கம்பட்டி, கோபி. xyxy=(722,865,946,906)
appointment-text: அமைப்பாளர் - எம்.சக்திவேல் 56, நாகதலை எக்ஸ்டென்சன், கோபி. xyxy=(490,663,713,683)
masthead-title: முரசொலி xyxy=(464,36,523,51)
appointment-text: அமைப்பாளர் - கு.சந்தனசாமி, வடுகநாதபுரம், குண்டடம் - 638 702 திருப்பூர் மாவட்டம். xyxy=(26,251,249,271)
appointment-text: துணை அமைப்பாளர்கள் - 1) சி.ரமேஷ் 2/18, காமராஜ் வீதி, அரியப்பம்பாளையம். 2) பி.ரஞ்சித்குமார், சத்தியமங்கலம். 3) மு.சுப்பிரமணியம், சத்தியமங்கலம். xyxy=(722,1240,946,1270)
appointment-section xyxy=(490,1313,713,1386)
section-heading: கணியூர் பேரூர் xyxy=(94,1164,181,1180)
appointment-text: துணை அமைப்பாளர்கள் - 1) பச்சியப்பன் 102, தெற்கு வீதி, கொடிவேரி. 2) பிரகாஷ் 60, சக்தி ரோடு, வேட்டுவன்புதூர். 3) மனோஜ் 56, சத்தி ரோடு, வேட்டுவன்புதூர், டி.ஜி.புதூர், டி.என்.பாளையம். xyxy=(722,536,946,577)
appointment-section xyxy=(258,764,481,858)
section-heading: லக்கம்பட்டி பேரூர் xyxy=(780,833,888,849)
appointment-section xyxy=(722,495,946,578)
appointment-text: அமைப்பாளர் - கே.தங்கவேல், காமராஜர் வீதி, மூலனூர் அஞ்சல், தாராபுரம் (வ) - 638 106 திருப்பூர் மாவட்டம். xyxy=(26,596,249,617)
appointment-text: அமைப்பாளர் - க.செல்லப்பன் 150, மாரியம்மன் கோவில் வீதி, நம்பியூர். xyxy=(722,929,946,950)
office-name: அண்ணா அறிவாலயம் xyxy=(722,1284,814,1297)
appointment-text: துணை அமைப்பாளர்கள் - 1) பி.சுப்பிரமணி, 15/7, கக்கன் வீதி, கொமரலிங்கம் - 642 204. 2) பி.மாரிமுத்து, 3/56, ஜெ.ஜெ.நகர், கொமரலிங்கம் - 642 204. 3) ஆர்.மாரிமுத்து, ஜெ.ஜெ.நகர், கொமரலிங்கம் - 642 204 திருப்பூர் மாவட்டம். xyxy=(26,1283,249,1324)
appointment-text: துணை அமைப்பாளர்கள் - 1) மா.ஆறுமுகம் இக்கரை நெகமம் புதூர், கோணமூலை, சத்தியமங்கலம். 2) ரா.வெள்ளிங்கிரி 153, மகிழநாதபுரம், உக்கரம், சத்தியமங்கலம். 3) ரா.ரவிச்சந்திரன் 2/44, காந்திநகர், கோணமூலை, சத்தியமங்கலம். 4) தி.சிவனப்பன், புதுப்பீர்கடவு, சத்தியமங்கலம். 5) செ.குப்புசாமி 1/74, இண்டியம்பாளையம், அரசூர், சத்தியமங்கலம். xyxy=(490,120,713,182)
appointment-section xyxy=(490,917,713,1000)
appointment-text: துணை அமைப்பாளர்கள் - 1) சு.சித்தராஜ், நெய்தாளபுரம், தாளவாடி. 2) ச.முனுசாமி, ஆசனூர், தாளவாடி. 3) கே.நாகமணி, கோட்டமாளம், தாளவாடி. 4) நா.கோவிந்தன், தலமலை, தாளவாடி. 5) மா.ஜெடையசாமி, கேர்மாளம், தாளவாடி. xyxy=(490,423,713,475)
appointment-section xyxy=(722,834,946,907)
appointment-text: அமைப்பாளர் - சி.மகேஷ், நெய்தாளபுரம், தாளவாடி. xyxy=(490,411,678,421)
section-heading: தளி பேரூர் xyxy=(338,155,401,171)
appointment-text: அமைப்பாளர் - எஸ்.எம். பொன்னுசாமி, மெயின் ரோடு, பவானிசாகர், சத்தியமங்கலம். xyxy=(258,1187,481,1207)
appointment-text: துணை அமைப்பாளர்கள் - 1) ராமசாமி, ஒலகடம். 2) மு.சேகர், கொளந்தபாளையம், ஒலகடம். 3) ப.சந்திரன், மாரியம்மன் கோவில் வீதி, ஒலகடம். xyxy=(490,1123,713,1154)
section-heading: கோபிசெட்டிபாளையம் வடக்கு ஒன்றியம் xyxy=(281,959,458,992)
appointment-text: அமைப்பாளர் - எ.முருகேசன் 66/ வ ஜ சி வீதி பி.மேட்டுப்பாளையம் வழியா ஈரோடு மாவட்டம் - 638315 xyxy=(722,678,946,698)
signatory xyxy=(814,1281,946,1326)
appointment-section xyxy=(258,383,481,487)
appointment-text: அமைப்பாளர் - எம்.பிரகாஷ், மின் நகர், ருளேஸ்வரன்பட்டி. xyxy=(26,813,237,823)
column-3 xyxy=(486,120,718,1478)
section-heading: நெரிஞ்சிப்பேட்டை பேரூர் xyxy=(526,1235,677,1251)
appointment-section xyxy=(722,911,946,984)
appointment-text: அமைப்பாளர் - எம்.மணிகண்டன், முனியப்பன் கோவில் வீதி, அத்தாணி. xyxy=(722,251,946,271)
headline-banner xyxy=(22,76,1089,116)
appointment-section xyxy=(490,1159,713,1232)
appointment-text: அமைப்பாளர் - மு.சுப்பிரமணி 58, தாசுபர் வீதி, டி.ஜி.புதூர், டி.என்.பாளையம். xyxy=(722,513,946,533)
appointment-text: துணை அமைப்பாளர்கள் - 1) ரா.வெங்கடேஷ் 1/136, பெ.ஆர்.வி. இல்லம், திப்பிசெட்டிபாளையம், பவானி. 2) எஸ்.செந்தில்குமார் 155, கொம்புக்காடு, மைலம்பாடி அஞ்சல், பவானி. 3) சு.குணசேகரன், அந்தியூர் மெயின் ரோடு, தொட்டிபாளையம், பவானி. 5) க.தங்கராசு 151, குப்பிச்சிபாளையம், பவானி. xyxy=(258,316,481,378)
section-heading: சங்கராமநல்லூர் பேரூர் xyxy=(72,1329,203,1345)
continued-text xyxy=(258,120,481,151)
